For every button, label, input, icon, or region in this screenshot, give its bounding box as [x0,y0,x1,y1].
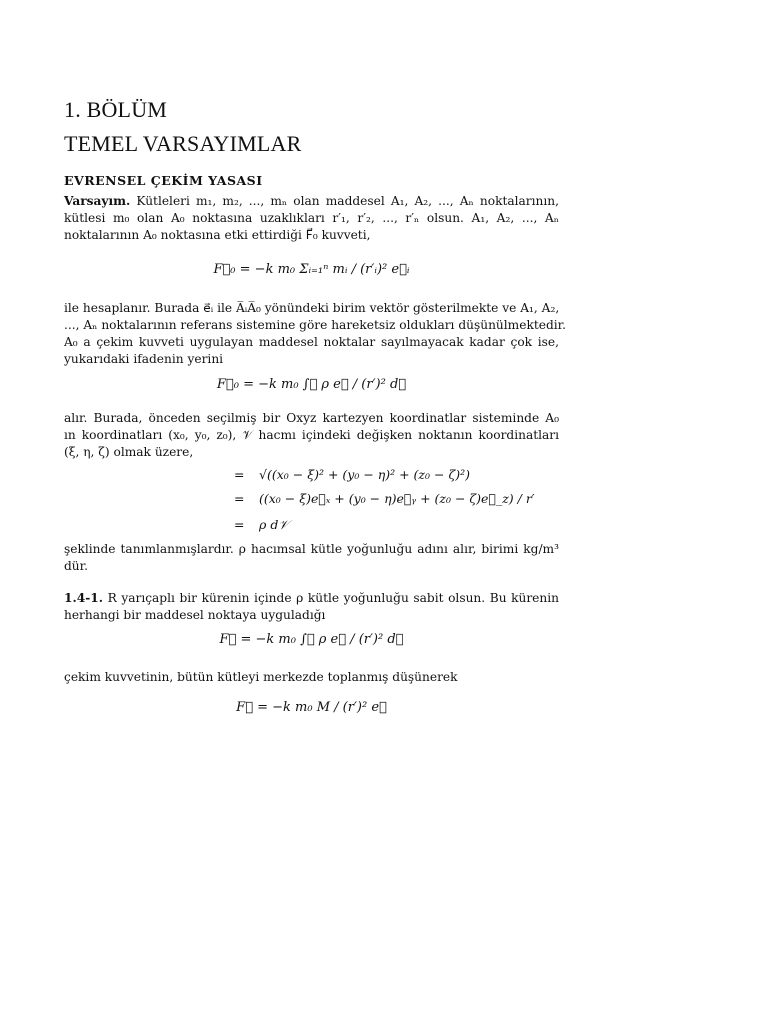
paragraph-center-mass: çekim kuvvetinin, bütün kütleyi merkezde toplanmış düşünerek [64,670,458,684]
paragraph-density: şeklinde tanımlanmışlardır. ρ hacımsal kütle yoğunluğu adını alır, birimi kg/m³ dür. [64,542,559,573]
equation-force-sum: F⃗₀ = −k m₀ Σᵢ₌₁ⁿ mᵢ / (r′ᵢ)² e⃗ᵢ [213,262,410,277]
paragraph-problem: 1.4-1. R yarıçaplı bir kürenin içinde ρ kütle yoğunluğu sabit olsun. Bu kürenin herhangi bir maddesel noktaya uyguladığı [64,591,559,622]
paragraph-coordinates: alır. Burada, önceden seçilmiş bir Oxyz kartezyen koordinatlar sisteminde A₀ ın koordinatları (x₀, y₀, z₀), 𝒱 hacmı içindeki değişken noktanın koordinatları (ξ, η, ζ) olmak üzere, [64,411,559,459]
paragraph-explanation: ile hesaplanır. Burada e⃗ᵢ ile A̅ᵢA̅₀ yönündeki birim vektör gösterilmekte ve A₁, A₂, ..., Aₙ noktalarının referans sistemine göre hareketsiz oldukları düşünülmektedir. A₀ a çekim kuvveti uygulayan maddesel noktalar sayılmayacak kadar çok ise, yukarıdaki ifadenin yerini [64,301,567,366]
chapter-title: TEMEL VARSAYIMLAR [64,131,302,156]
assumption-label: Varsayım. [64,194,131,208]
chapter-number: 1. BÖLÜM [64,97,168,122]
equation-point-mass-force: F⃗ = −k m₀ M / (r′)² e⃗ [236,700,387,715]
section-title: EVRENSEL ÇEKİM YASASI [64,173,263,188]
paragraph-assumption: Varsayım. Kütleleri m₁, m₂, ..., mₙ olan maddesel A₁, A₂, ..., Aₙ noktalarının, kütlesi m₀ olan A₀ noktasına uzaklıkları r′₁, r′₂, ..., r′ₙ olsun. A₁, A₂, ..., Aₙ noktalarının A₀ noktasına etki ettirdiği F⃗₀ kuvveti, [64,194,559,242]
problem-label: 1.4-1. [64,591,103,605]
equation-force-integral: F⃗₀ = −k m₀ ∫𝒱 ρ e⃗ / (r′)² d𝒱 [216,377,407,392]
equation-sphere-force: F⃗ = −k m₀ ∫𝒱 ρ e⃗ / (r′)² d𝒱 [219,632,404,647]
